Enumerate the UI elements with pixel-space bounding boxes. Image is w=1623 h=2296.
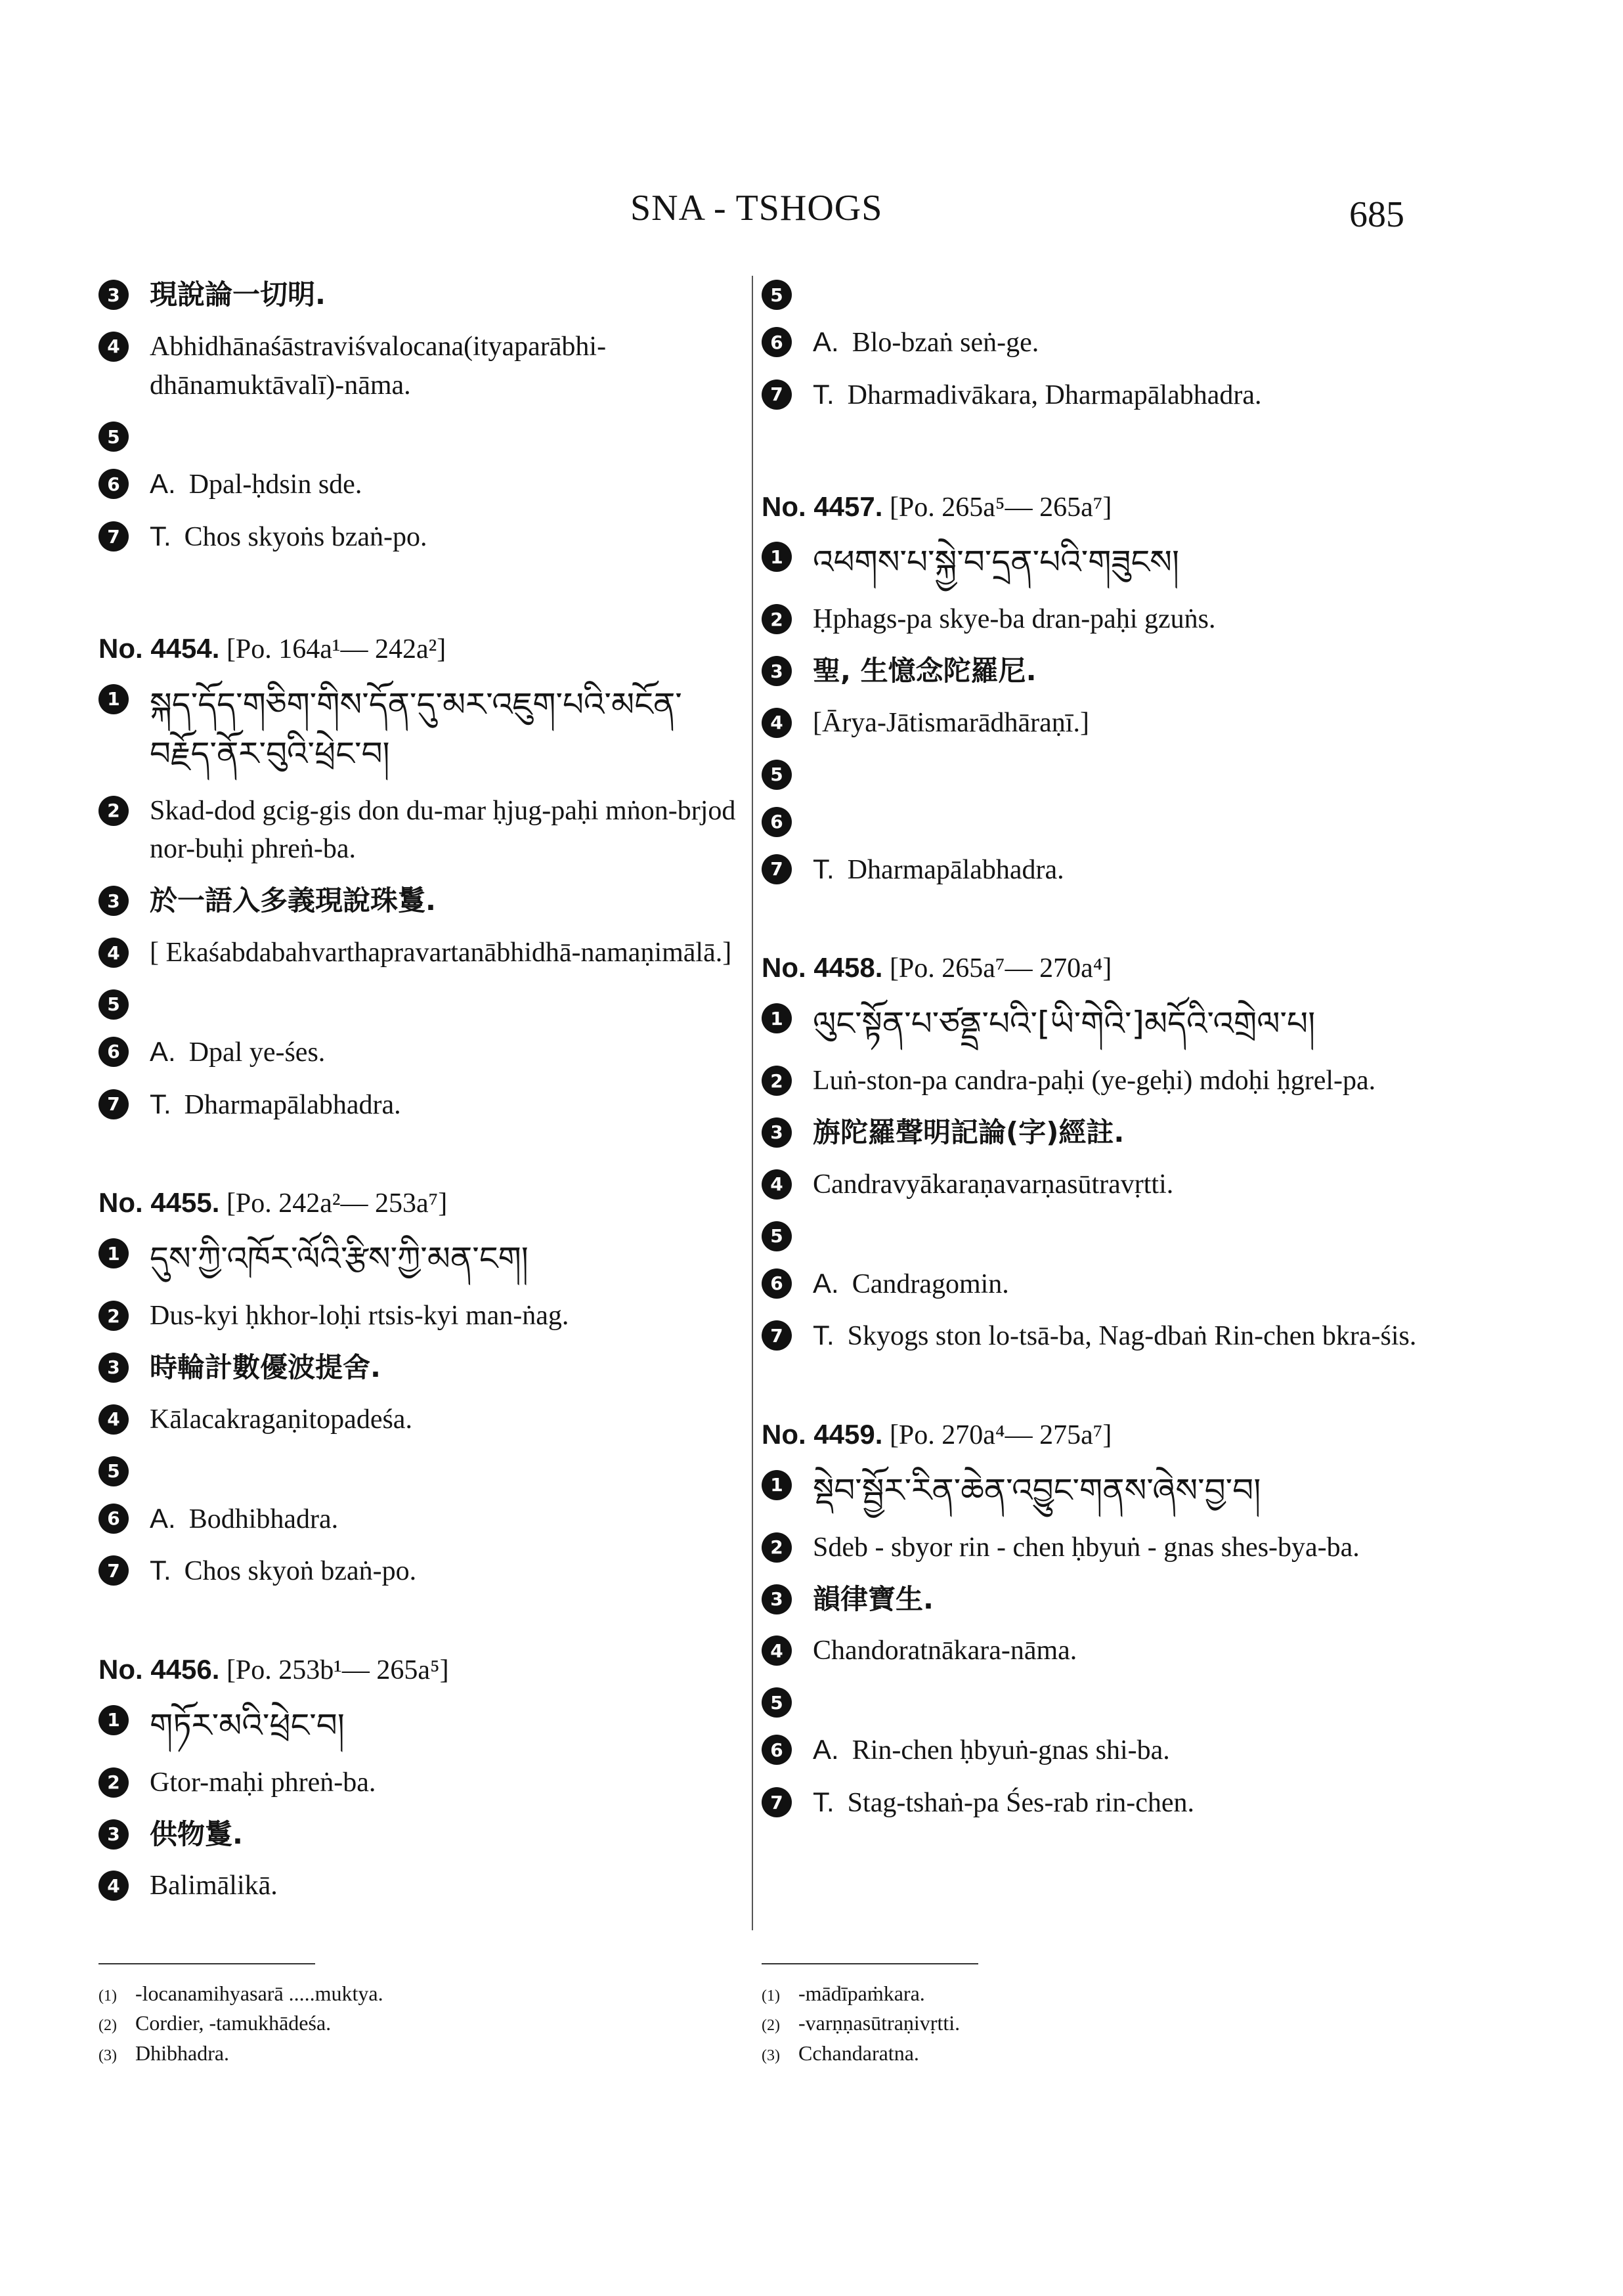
field-value: Candragomin. <box>852 1268 1009 1299</box>
field-marker-icon: 4 <box>762 1635 792 1666</box>
entry-field-4 <box>98 328 742 405</box>
tibetan-title <box>813 538 1179 587</box>
entry-field-5 <box>98 986 742 1020</box>
field-value: Skad-dod gcig-gis don du-mar ḥjug-paḥi mṅon-brjod nor-buḥi phreṅ-ba. <box>150 795 736 865</box>
field-text <box>150 934 731 972</box>
field-value: 現說論一切明. <box>150 278 326 311</box>
field-marker-icon: 7 <box>762 1320 792 1351</box>
entry-heading <box>762 949 1418 987</box>
field-label: A. <box>813 1267 839 1299</box>
catalog-entry <box>762 488 1418 890</box>
field-text <box>150 1349 381 1387</box>
field-marker-icon: 7 <box>98 521 129 552</box>
field-text <box>150 1033 325 1072</box>
field-label: T. <box>813 1787 834 1818</box>
field-value: Balimālikā. <box>150 1871 278 1901</box>
field-value: Chos skyoṅ bzaṅ-po. <box>184 1556 417 1587</box>
field-marker-icon: 4 <box>98 938 129 968</box>
entry-field-3 <box>762 652 1418 691</box>
field-marker-icon: 1 <box>762 542 792 572</box>
field-value: Gtor-maḥi phreṅ-ba. <box>150 1767 376 1798</box>
field-marker-icon: 6 <box>762 1268 792 1299</box>
field-text <box>813 323 1039 362</box>
field-text <box>150 1551 416 1591</box>
entry-field-1 <box>98 1701 742 1750</box>
field-label: A. <box>150 1502 176 1534</box>
field-marker-icon: 1 <box>762 1003 792 1033</box>
entry-field-5 <box>762 1217 1418 1251</box>
entry-field-6 <box>762 1265 1418 1304</box>
field-label: A. <box>813 326 839 357</box>
entry-field-5 <box>98 418 742 452</box>
field-value: Skyogs ston lo-tsā-ba, Nag-dbaṅ Rin-chen bkra-śis. <box>847 1321 1417 1352</box>
field-text <box>813 1731 1170 1770</box>
field-label: T. <box>813 1320 834 1351</box>
field-text <box>813 850 1064 890</box>
entry-field-2 <box>98 792 742 869</box>
entry-field-6 <box>762 1731 1418 1770</box>
entry-field-4 <box>762 704 1418 743</box>
field-value: གཏོར་མའི་ཕྲེང་བ། <box>150 1706 345 1744</box>
footnote-text: Cchandaratna. <box>798 2041 919 2065</box>
field-text <box>150 1085 401 1125</box>
field-marker-icon: 6 <box>98 469 129 499</box>
field-marker-icon: 5 <box>762 280 792 310</box>
entry-heading <box>98 630 742 668</box>
field-marker-icon: 1 <box>98 684 129 714</box>
field-text <box>813 1783 1194 1823</box>
field-text <box>813 1580 934 1619</box>
field-value: 韻律寶生. <box>813 1582 934 1615</box>
field-marker-icon: 6 <box>762 1735 792 1765</box>
entry-field-5 <box>98 1452 742 1486</box>
footnote-text: Cordier, -tamukhādeśa. <box>135 2011 332 2035</box>
field-marker-icon: 5 <box>98 422 129 452</box>
field-value: 旃陀羅聲明記論(字)經註. <box>813 1116 1125 1148</box>
entry-field-7 <box>98 1551 742 1591</box>
field-value: སྐད་དོད་གཅིག་གིས་དོན་དུ་མར་འཇུག་པའི་མངོན་བརྗོད་ནོར་བུའི་ཕྲེང་བ། <box>150 685 682 773</box>
field-text <box>150 882 436 921</box>
field-value: Dharmadivākara, Dharmapālabhadra. <box>847 379 1262 410</box>
field-marker-icon: 7 <box>762 854 792 884</box>
entry-field-3 <box>98 1349 742 1387</box>
field-text <box>813 376 1262 415</box>
footnote-rule <box>762 1963 978 1964</box>
entry-field-3 <box>762 1114 1418 1152</box>
entry-field-7 <box>762 1316 1418 1356</box>
field-value: Ḥphags-pa skye-ba dran-paḥi gzuṅs. <box>813 604 1216 635</box>
entry-field-6 <box>98 1033 742 1072</box>
field-value: Dus-kyi ḥkhor-loḥi rtsis-kyi man-ṅag. <box>150 1301 569 1332</box>
field-text <box>150 465 362 504</box>
entry-field-1 <box>762 1466 1418 1515</box>
entry-heading <box>762 488 1418 527</box>
field-marker-icon: 4 <box>762 1169 792 1200</box>
entry-field-3 <box>98 1815 742 1854</box>
field-value: 於一語入多義現說珠鬘. <box>150 884 436 917</box>
footnote-text: Dhibhadra. <box>135 2041 230 2065</box>
field-marker-icon: 5 <box>762 1687 792 1718</box>
field-value: Luṅ-ston-pa candra-paḥi (ye-geḥi) mdoḥi ḥgrel-pa. <box>813 1066 1376 1096</box>
entry-number: No. 4457. <box>762 490 883 522</box>
catalog-entry <box>98 276 742 557</box>
entry-field-4 <box>98 1867 742 1905</box>
field-marker-icon: 4 <box>762 708 792 738</box>
right-column <box>762 276 1418 1883</box>
field-value: Abhidhānaśāstraviśvalocana(ityaparābhi-dhānamuktāvalī)-nāma. <box>150 331 607 401</box>
field-marker-icon: 4 <box>98 332 129 362</box>
field-text <box>813 1632 1077 1670</box>
field-value: 時輪計數優波提舍. <box>150 1351 381 1383</box>
footnote <box>98 2039 383 2068</box>
field-value: Dpal ye-śes. <box>188 1037 326 1068</box>
footnotes-right <box>762 1963 978 2068</box>
entry-field-6 <box>98 1500 742 1539</box>
field-marker-icon: 3 <box>98 1353 129 1383</box>
field-text <box>150 1500 338 1539</box>
footnote-number: (3) <box>762 2047 780 2064</box>
field-marker-icon: 7 <box>762 1787 792 1817</box>
field-text <box>813 1528 1360 1567</box>
entry-field-2 <box>98 1764 742 1802</box>
field-label: A. <box>813 1734 839 1765</box>
field-value: Stag-tshaṅ-pa Śes-rab rin-chen. <box>847 1788 1194 1819</box>
tibetan-title <box>813 999 1315 1049</box>
entry-range: [Po. 253b¹— 265a⁵] <box>226 1655 449 1686</box>
footnote-number: (2) <box>762 2017 780 2035</box>
field-value: Blo-bzaṅ seṅ-ge. <box>852 328 1039 358</box>
entry-field-6 <box>98 465 742 504</box>
field-marker-icon: 2 <box>98 1301 129 1331</box>
entry-field-7 <box>98 517 742 557</box>
field-marker-icon: 6 <box>762 807 792 837</box>
entry-heading <box>98 1651 742 1689</box>
catalog-entry <box>762 276 1418 415</box>
field-label: T. <box>813 378 834 410</box>
entry-field-7 <box>762 1783 1418 1823</box>
page-header <box>0 181 1623 240</box>
entry-field-5 <box>762 756 1418 790</box>
entry-field-6 <box>762 323 1418 362</box>
entry-field-6 <box>762 803 1418 837</box>
field-marker-icon: 6 <box>98 1037 129 1067</box>
field-value: [ Ekaśabdabahvarthapravartanābhidhā-namaṇimālā.] <box>150 938 732 968</box>
column-divider <box>752 276 753 1930</box>
field-text <box>813 1316 1416 1356</box>
entry-field-4 <box>762 1165 1418 1204</box>
field-value: འཕགས་པ་སྐྱེ་བ་དྲན་པའི་གཟུངས། <box>813 543 1180 582</box>
field-marker-icon: 4 <box>98 1404 129 1435</box>
field-marker-icon: 2 <box>98 796 129 826</box>
field-text <box>150 517 427 557</box>
field-value: Dpal-ḥdsin sde. <box>188 469 362 500</box>
field-label: A. <box>150 468 176 500</box>
field-marker-icon: 1 <box>762 1470 792 1500</box>
entry-range: [Po. 242a²— 253a⁷] <box>226 1188 448 1219</box>
field-value: Chos skyoṅs bzaṅ-po. <box>184 522 427 553</box>
field-label: T. <box>813 853 834 884</box>
field-label: T. <box>150 1088 171 1119</box>
left-column <box>98 276 742 1966</box>
field-value: དུས་ཀྱི་འཁོར་ལོའི་རྩིས་ཀྱི་མན་ངག། <box>150 1240 529 1278</box>
footnote-text: -locanamihyasarā .....muktya. <box>135 1982 383 2005</box>
field-value: Rin-chen ḥbyuṅ-gnas shi-ba. <box>852 1735 1170 1766</box>
catalog-entry <box>98 1184 742 1591</box>
field-marker-icon: 7 <box>98 1089 129 1119</box>
field-value: Chandoratnākara-nāma. <box>813 1635 1077 1666</box>
catalog-entry <box>98 1651 742 1905</box>
field-text <box>813 1165 1173 1204</box>
field-marker-icon: 3 <box>762 656 792 686</box>
entry-field-4 <box>98 1400 742 1439</box>
tibetan-title <box>150 1234 529 1284</box>
entry-field-2 <box>762 1528 1418 1567</box>
footnote-number: (2) <box>98 2017 117 2035</box>
footnotes-left <box>98 1963 383 2068</box>
field-text <box>150 1764 376 1802</box>
entry-field-5 <box>762 1683 1418 1718</box>
entry-field-4 <box>98 934 742 972</box>
field-text <box>150 276 326 314</box>
field-text <box>150 1400 412 1439</box>
entry-range: [Po. 265a⁵— 265a⁷] <box>889 492 1112 523</box>
field-marker-icon: 5 <box>762 1221 792 1251</box>
entry-number: No. 4459. <box>762 1419 883 1450</box>
footnote-text: -mādīpaṁkara. <box>798 1982 925 2005</box>
tibetan-title <box>150 680 742 779</box>
footnote-number: (1) <box>762 1987 780 2004</box>
field-text <box>813 1114 1124 1152</box>
footnote <box>98 2008 383 2038</box>
tibetan-title <box>150 1701 345 1750</box>
field-marker-icon: 3 <box>762 1117 792 1148</box>
entry-field-1 <box>762 999 1418 1049</box>
entry-range: [Po. 265a⁷— 270a⁴] <box>889 953 1112 984</box>
catalog-entry <box>762 1416 1418 1823</box>
entry-number: No. 4454. <box>98 632 220 664</box>
entry-field-7 <box>762 850 1418 890</box>
entry-field-5 <box>762 276 1418 310</box>
footnote <box>98 1979 383 2008</box>
field-marker-icon: 3 <box>98 886 129 916</box>
field-value: Candravyākaraṇavarṇasūtravṛtti. <box>813 1169 1174 1200</box>
field-text <box>813 652 1037 691</box>
field-text <box>813 1062 1375 1100</box>
running-title: SNA - TSHOGS <box>630 188 883 228</box>
footnote-text: -varṇṇasūtraṇivṛtti. <box>798 2011 961 2035</box>
field-label: T. <box>150 521 171 552</box>
field-marker-icon: 1 <box>98 1238 129 1268</box>
entry-field-2 <box>98 1297 742 1335</box>
entry-field-1 <box>762 538 1418 587</box>
field-value: Bodhibhadra. <box>188 1504 339 1534</box>
field-text <box>150 1867 278 1905</box>
footnote <box>762 2039 978 2068</box>
footnote <box>762 2008 978 2038</box>
footnote-number: (3) <box>98 2047 117 2064</box>
field-text <box>150 792 742 869</box>
field-marker-icon: 1 <box>98 1705 129 1735</box>
entry-field-3 <box>762 1580 1418 1619</box>
field-text <box>813 704 1089 743</box>
field-label: A. <box>150 1035 176 1067</box>
entry-field-1 <box>98 1234 742 1284</box>
footnote <box>762 1979 978 2008</box>
field-value: 聖, 生憶念陀羅尼. <box>813 655 1037 687</box>
page-number: 685 <box>1349 194 1404 235</box>
field-value: Dharmapālabhadra. <box>184 1089 401 1120</box>
entry-heading <box>98 1184 742 1223</box>
field-value: 供物鬘. <box>150 1817 243 1850</box>
catalog-entry <box>98 630 742 1124</box>
field-text <box>150 328 742 405</box>
field-text <box>150 1297 569 1335</box>
field-marker-icon: 7 <box>762 379 792 410</box>
field-value: Kālacakragaṇitopadeśa. <box>150 1404 412 1435</box>
field-value: ལུང་སྟོན་པ་ཙནྡྲ་པའི་[ཡི་གེའི་]མདོའི་འགྲེལ་པ། <box>813 1005 1316 1043</box>
field-marker-icon: 2 <box>762 1066 792 1096</box>
field-marker-icon: 2 <box>762 604 792 634</box>
field-marker-icon: 3 <box>98 1819 129 1850</box>
entry-field-4 <box>762 1632 1418 1670</box>
field-marker-icon: 2 <box>762 1532 792 1563</box>
catalog-entry <box>762 949 1418 1356</box>
field-marker-icon: 3 <box>762 1584 792 1614</box>
field-marker-icon: 6 <box>762 327 792 357</box>
entry-range: [Po. 270a⁴— 275a⁷] <box>889 1420 1112 1451</box>
field-text <box>813 600 1215 639</box>
field-value: སྡེབ་སྦྱོར་རིན་ཆེན་འབྱུང་གནས་ཞེས་བྱ་བ། <box>813 1471 1261 1509</box>
field-marker-icon: 3 <box>98 280 129 310</box>
entry-number: No. 4455. <box>98 1187 220 1219</box>
field-marker-icon: 2 <box>98 1767 129 1798</box>
entry-field-2 <box>762 600 1418 639</box>
tibetan-title <box>813 1466 1261 1515</box>
field-label: T. <box>150 1555 171 1586</box>
entry-number: No. 4456. <box>98 1654 220 1685</box>
field-marker-icon: 5 <box>762 760 792 790</box>
entry-range: [Po. 164a¹— 242a²] <box>226 634 446 664</box>
field-value: [Ārya-Jātismarādhāraṇī.] <box>813 707 1089 738</box>
entry-field-7 <box>98 1085 742 1125</box>
field-value: Sdeb - sbyor rin - chen ḥbyuṅ - gnas shes-bya-ba. <box>813 1532 1360 1563</box>
entry-number: No. 4458. <box>762 952 883 984</box>
field-marker-icon: 7 <box>98 1555 129 1586</box>
entry-field-3 <box>98 276 742 314</box>
field-text <box>150 1815 243 1854</box>
entry-field-7 <box>762 376 1418 415</box>
entry-field-1 <box>98 680 742 779</box>
field-marker-icon: 5 <box>98 1456 129 1486</box>
field-value: Dharmapālabhadra. <box>847 854 1064 885</box>
field-marker-icon: 5 <box>98 989 129 1020</box>
entry-heading <box>762 1416 1418 1454</box>
entry-field-3 <box>98 882 742 921</box>
field-marker-icon: 6 <box>98 1504 129 1534</box>
footnote-number: (1) <box>98 1987 117 2004</box>
field-text <box>813 1265 1009 1304</box>
entry-field-2 <box>762 1062 1418 1100</box>
field-marker-icon: 4 <box>98 1871 129 1901</box>
footnote-rule <box>98 1963 315 1964</box>
